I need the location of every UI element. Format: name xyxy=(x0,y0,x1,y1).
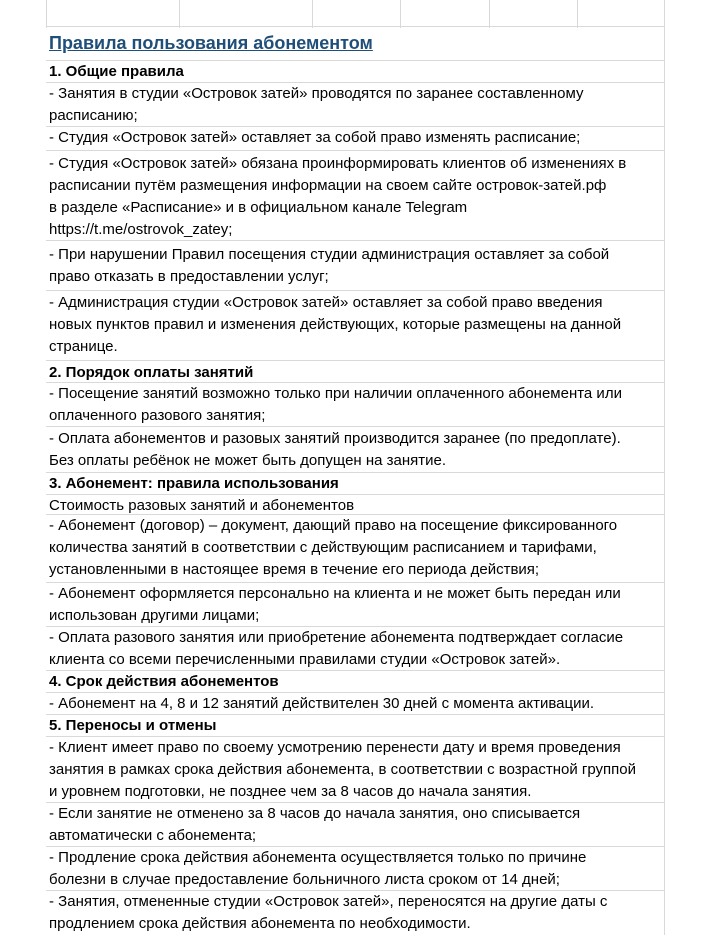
rule-row[interactable]: - Студия «Островок затей» оставляет за собой право изменять расписание; xyxy=(46,127,664,151)
document-title[interactable]: Правила пользования абонементом xyxy=(46,28,664,61)
rule-row[interactable]: Стоимость разовых занятий и абонементов xyxy=(46,495,664,515)
section-heading[interactable]: 3. Абонемент: правила использования xyxy=(46,473,664,495)
rule-row[interactable]: - Занятия в студии «Островок затей» проводятся по заранее составленному расписанию; xyxy=(46,83,664,127)
rule-row[interactable]: - Продление срока действия абонемента осуществляется только по причине болезни в случае предоставление больничного листа сроком от 14 дней; xyxy=(46,847,664,891)
section-heading[interactable]: 1. Общие правила xyxy=(46,61,664,83)
rule-row[interactable]: - Оплата абонементов и разовых занятий производится заранее (по предоплате). Без оплаты ребёнок не может быть допущен на занятие. xyxy=(46,427,664,473)
section-heading[interactable]: 5. Переносы и отмены xyxy=(46,715,664,737)
rule-row[interactable]: - Абонемент на 4, 8 и 12 занятий действителен 30 дней с момента активации. xyxy=(46,693,664,715)
rule-row[interactable]: - Посещение занятий возможно только при наличии оплаченного абонемента или оплаченного разового занятия; xyxy=(46,383,664,427)
rule-row[interactable]: - Администрация студии «Островок затей» оставляет за собой право введения новых пунктов правил и изменения действующих, которые размещены на данной странице. xyxy=(46,291,664,361)
column-divider xyxy=(664,0,665,935)
section-heading[interactable]: 4. Срок действия абонементов xyxy=(46,671,664,693)
rule-row[interactable]: - Если занятие не отменено за 8 часов до начала занятия, оно списывается автоматически с абонемента; xyxy=(46,803,664,847)
section-heading[interactable]: 2. Порядок оплаты занятий xyxy=(46,361,664,383)
rule-row[interactable]: - Студия «Островок затей» обязана проинформировать клиентов об изменениях в расписании путём размещения информации на своем сайте островок-затей.рф в разделе «Расписание» и в официальном канале Telegram https://t.me/ostrovok_zatey; xyxy=(46,151,664,241)
empty-row[interactable] xyxy=(46,0,664,27)
rule-row[interactable]: - Оплата разового занятия или приобретение абонемента подтверждает согласие клиента со всеми перечисленными правилами студии «Островок затей». xyxy=(46,627,664,671)
rule-row[interactable]: - Абонемент (договор) – документ, дающий право на посещение фиксированного количества занятий в соответствии с действующим расписанием и тарифами, установленными в настоящее время в течение его периода действия; xyxy=(46,515,664,583)
rule-row[interactable]: - Занятия, отмененные студии «Островок затей», переносятся на другие даты с продлением срока действия абонемента по необходимости. xyxy=(46,891,664,935)
rule-row[interactable]: - Клиент имеет право по своему усмотрению перенести дату и время проведения занятия в рамках срока действия абонемента, в соответствии с возрастной группой и уровнем подготовки, не позднее чем за 8 часов до начала занятия. xyxy=(46,737,664,803)
rule-row[interactable]: - При нарушении Правил посещения студии администрация оставляет за собой право отказать в предоставлении услуг; xyxy=(46,241,664,291)
rule-row[interactable]: - Абонемент оформляется персонально на клиента и не может быть передан или использован другими лицами; xyxy=(46,583,664,627)
